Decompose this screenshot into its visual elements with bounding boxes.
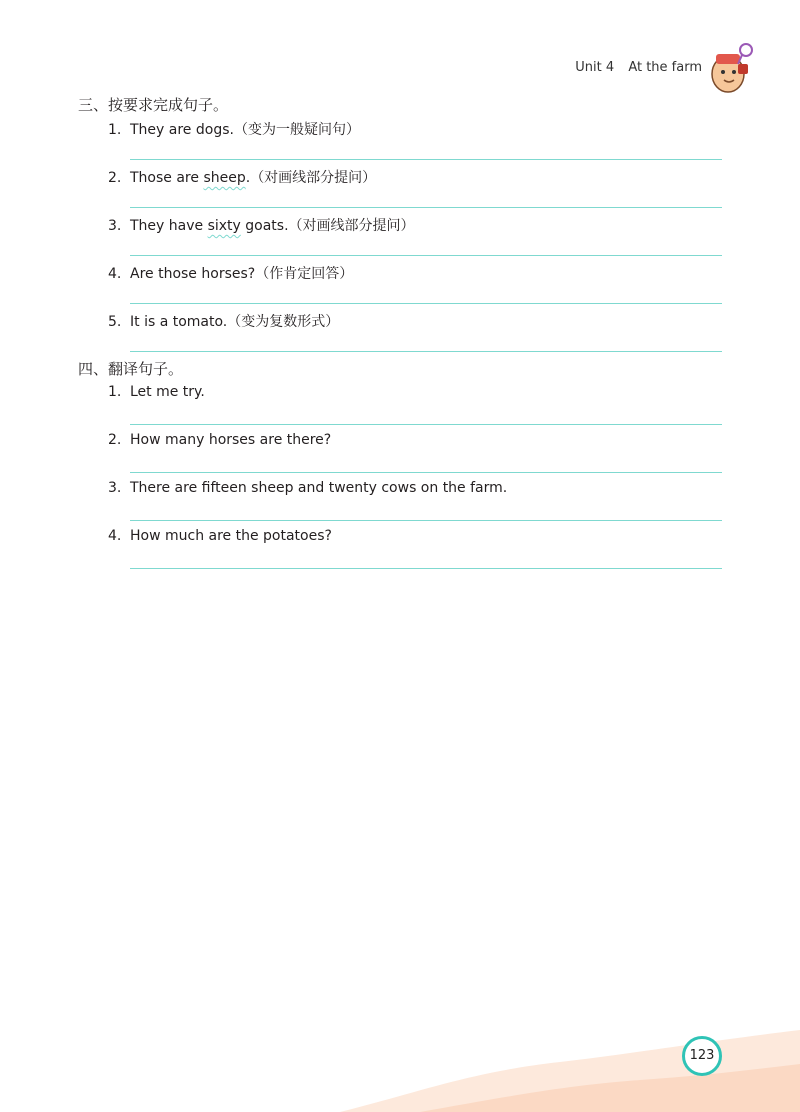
question-text: How much are the potatoes? [130,528,332,544]
section-3-title: 三、按要求完成句子。 [78,96,229,114]
question-text: Are those horses? [130,266,256,282]
question-number: 1. [108,122,122,138]
question-number: 2. [108,170,122,186]
bottom-wave-decoration [0,1002,800,1112]
answer-line[interactable] [130,255,722,256]
answer-line[interactable] [130,472,722,473]
question-note: （变为一般疑问句） [233,122,360,138]
unit-title: At the farm [628,60,702,75]
question-number: 1. [108,384,122,400]
mascot-illustration [708,40,756,96]
underlined-word: sixty [207,218,241,234]
question-text: How many horses are there? [130,432,332,448]
answer-line[interactable] [130,303,722,304]
question-number: 2. [108,432,122,448]
question-number: 5. [108,314,122,330]
s3-question-4 [108,263,353,283]
question-number: 4. [108,528,122,544]
unit-label: Unit 4 [575,60,615,75]
question-note: （变为复数形式） [227,314,340,330]
question-text: Let me try. [130,384,205,400]
section-4-title: 四、翻译句子。 [78,360,184,378]
running-header [565,60,702,75]
question-number: 3. [108,480,122,496]
answer-line[interactable] [130,159,722,160]
s4-question-1 [108,384,205,400]
s3-question-1 [108,119,360,139]
s4-question-4 [108,528,332,544]
question-note: （作肯定回答） [255,266,354,282]
question-text: It is a tomato. [130,314,228,330]
answer-line[interactable] [130,207,722,208]
answer-line[interactable] [130,520,722,521]
question-note: （对画线部分提问） [288,218,415,234]
question-text-pre: They have [130,218,208,234]
question-number: 4. [108,266,122,282]
answer-line[interactable] [130,424,722,425]
s3-question-5 [108,311,339,331]
question-text: There are fifteen sheep and twenty cows on the farm. [130,480,508,496]
question-number: 3. [108,218,122,234]
page-number: 123 [682,1036,722,1076]
question-note: （对画线部分提问） [250,170,377,186]
question-text-pre: Those are [130,170,204,186]
question-text: They are dogs. [130,122,234,138]
answer-line[interactable] [130,351,722,352]
question-text-post: goats. [240,218,289,234]
s4-question-2 [108,432,331,448]
answer-line[interactable] [130,568,722,569]
question-text-post: . [245,170,251,186]
underlined-word: sheep [203,170,246,186]
s4-question-3 [108,480,507,496]
s3-question-3 [108,215,415,235]
s3-question-2 [108,167,376,187]
